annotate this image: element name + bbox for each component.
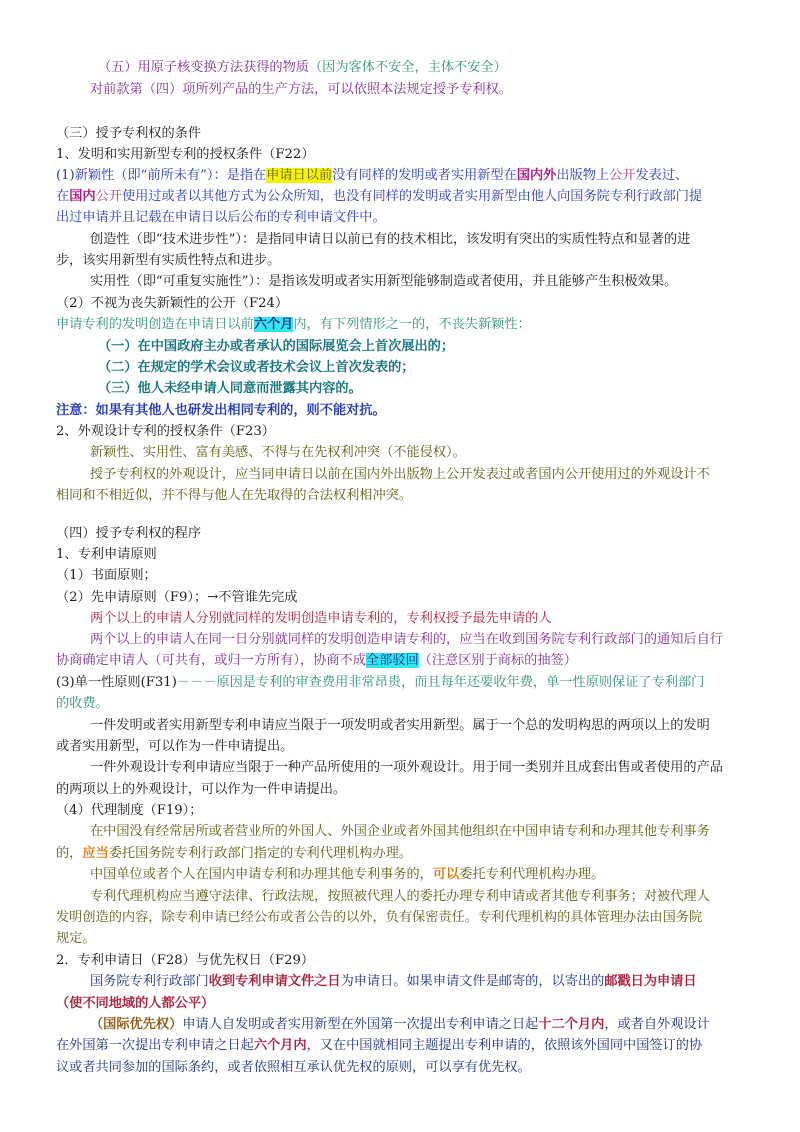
text-line: 一件外观设计专利申请应当限于一种产品所使用的一项外观设计。用于同一类别并且成套出售或者使用的产品 (90, 760, 723, 775)
note-text: 注意：如果有其他人也研发出相同专利的，则不能对抗。 (56, 403, 386, 418)
text-line: 的两项以上的外观设计，可以作为一件申请提出。 (56, 782, 347, 797)
text-line: 在外国第一次提出专利申请之日起六个月内，又在中国就相同主题提出专利申请的，依照该外国同中国签订的协 (56, 1038, 703, 1053)
text-line: 申请专利的发明创造在申请日以前六个月内，有下列情形之一的，不丧失新颖性： (56, 317, 531, 332)
text-line: 在中国没有经常居所或者营业所的外国人、外国企业或者外国其他组织在中国申请专利和办理其他专利事务 (90, 824, 710, 839)
text-line: 相同和不相近似，并不得与他人在先取得的合法权利相冲突。 (56, 488, 413, 503)
text-line: 出过申请并且记载在申请日以后公布的专利申请文件中。 (56, 210, 386, 225)
text-line: （1）书面原则； (56, 568, 157, 583)
text-line: (1)新颖性（即“前所未有”）：是指在申请日以前没有同样的发明或者实用新型在国内外出版物上公开发表过、 (56, 168, 689, 183)
text-line: 的收费。 (56, 696, 109, 711)
list-item: （一）在中国政府主办或者承认的国际展览会上首次展出的； (98, 339, 455, 354)
text-line: 在国内公开使用过或者以其他方式为公众所知，也没有同样的发明或者实用新型由他人向国务院专利行政部门提 (56, 189, 703, 204)
section-heading: （三）授予专利权的条件 (56, 126, 202, 141)
text-line: 授予专利权的外观设计，应当同申请日以前在国内外出版物上公开发表过或者国内公开使用过的外观设计不 (90, 467, 710, 482)
text-line: 步，该实用新型有实质性特点和进步。 (56, 253, 281, 268)
text-line: 或者实用新型，可以作为一件申请提出。 (56, 739, 294, 754)
text-line: （2）先申请原则（F9）；→不管谁先完成 (56, 590, 298, 605)
subsection-heading: 2．专利申请日（F28）与优先权日（F29） (56, 953, 315, 968)
text-line: （国际优先权）申请人自发明或者实用新型在外国第一次提出专利申请之日起十二个月内，或者自外观设计 (90, 1017, 710, 1032)
text-line: （2）不视为丧失新颖性的公开（F24） (56, 296, 289, 311)
text-line: 创造性（即“技术进步性”）：是指同申请日以前已有的技术相比，该发明有突出的实质性特点和显著的进 (90, 232, 691, 247)
text-line: （五）用原子核变换方法获得的物质（因为客体不安全，主体不安全） (98, 60, 507, 75)
list-item: （三）他人未经申请人同意而泄露其内容的。 (98, 381, 362, 396)
section-heading: （四）授予专利权的程序 (56, 526, 202, 541)
text-line: 规定。 (56, 931, 96, 946)
text-line: 的，应当委托国务院专利行政部门指定的专利代理机构办理。 (56, 846, 413, 861)
text-line: （4）代理制度（F19）； (56, 803, 203, 818)
text-line: 实用性（即“可重复实施性”）：是指该发明或者实用新型能够制造或者使用，并且能够产生积极效果。 (90, 274, 678, 289)
text-line: （使不同地域的人都公平） (56, 996, 215, 1011)
text-line: 一件发明或者实用新型专利申请应当限于一项发明或者实用新型。属于一个总的发明构思的两项以上的发明 (90, 718, 710, 733)
subsection-heading: 2、外观设计专利的授权条件（F23） (56, 424, 275, 439)
text-line: (3)单一性原则(F31)－－－原因是专利的审查费用非常昂贵，而且每年还要收年费，单一性原则保证了专利部门 (56, 675, 705, 690)
text-line: 国务院专利行政部门收到专利申请文件之日为申请日。如果申请文件是邮寄的，以寄出的邮戳日为申请日 (90, 974, 697, 989)
text-line: 两个以上的申请人分别就同样的发明创造申请专利的，专利权授予最先申请的人 (90, 611, 552, 626)
text-line: 中国单位或者个人在国内申请专利和办理其他专利事务的，可以委托专利代理机构办理。 (90, 867, 605, 882)
list-item: （二）在规定的学术会议或者技术会议上首次发表的； (98, 360, 415, 375)
text-line: 新颖性、实用性、富有美感、不得与在先权利冲突（不能侵权）。 (90, 445, 466, 460)
text-line: 发明创造的内容，除专利申请已经公布或者公告的以外，负有保密责任。专利代理机构的具体管理办法由国务院 (56, 910, 703, 925)
text-line: 专利代理机构应当遵守法律、行政法规，按照被代理人的委托办理专利申请或者其他专利事务；对被代理人 (90, 889, 710, 904)
subsection-heading: 1、专利申请原则 (56, 547, 157, 562)
text-line: 对前款第（四）项所列产品的生产方法，可以依照本法规定授予专利权。 (90, 82, 512, 97)
text-line: 两个以上的申请人在同一日分别就同样的发明创造申请专利的，应当在收到国务院专利行政部门的通知后自行 (90, 632, 723, 647)
text-line: 协商确定申请人（可共有，或归一方所有），协商不成全部驳回（注意区别于商标的抽签） (56, 653, 577, 668)
subsection-heading: 1、发明和实用新型专利的授权条件（F22） (56, 147, 315, 162)
text-line: 议或者共同参加的国际条约，或者依照相互承认优先权的原则，可以享有优先权。 (56, 1060, 531, 1075)
